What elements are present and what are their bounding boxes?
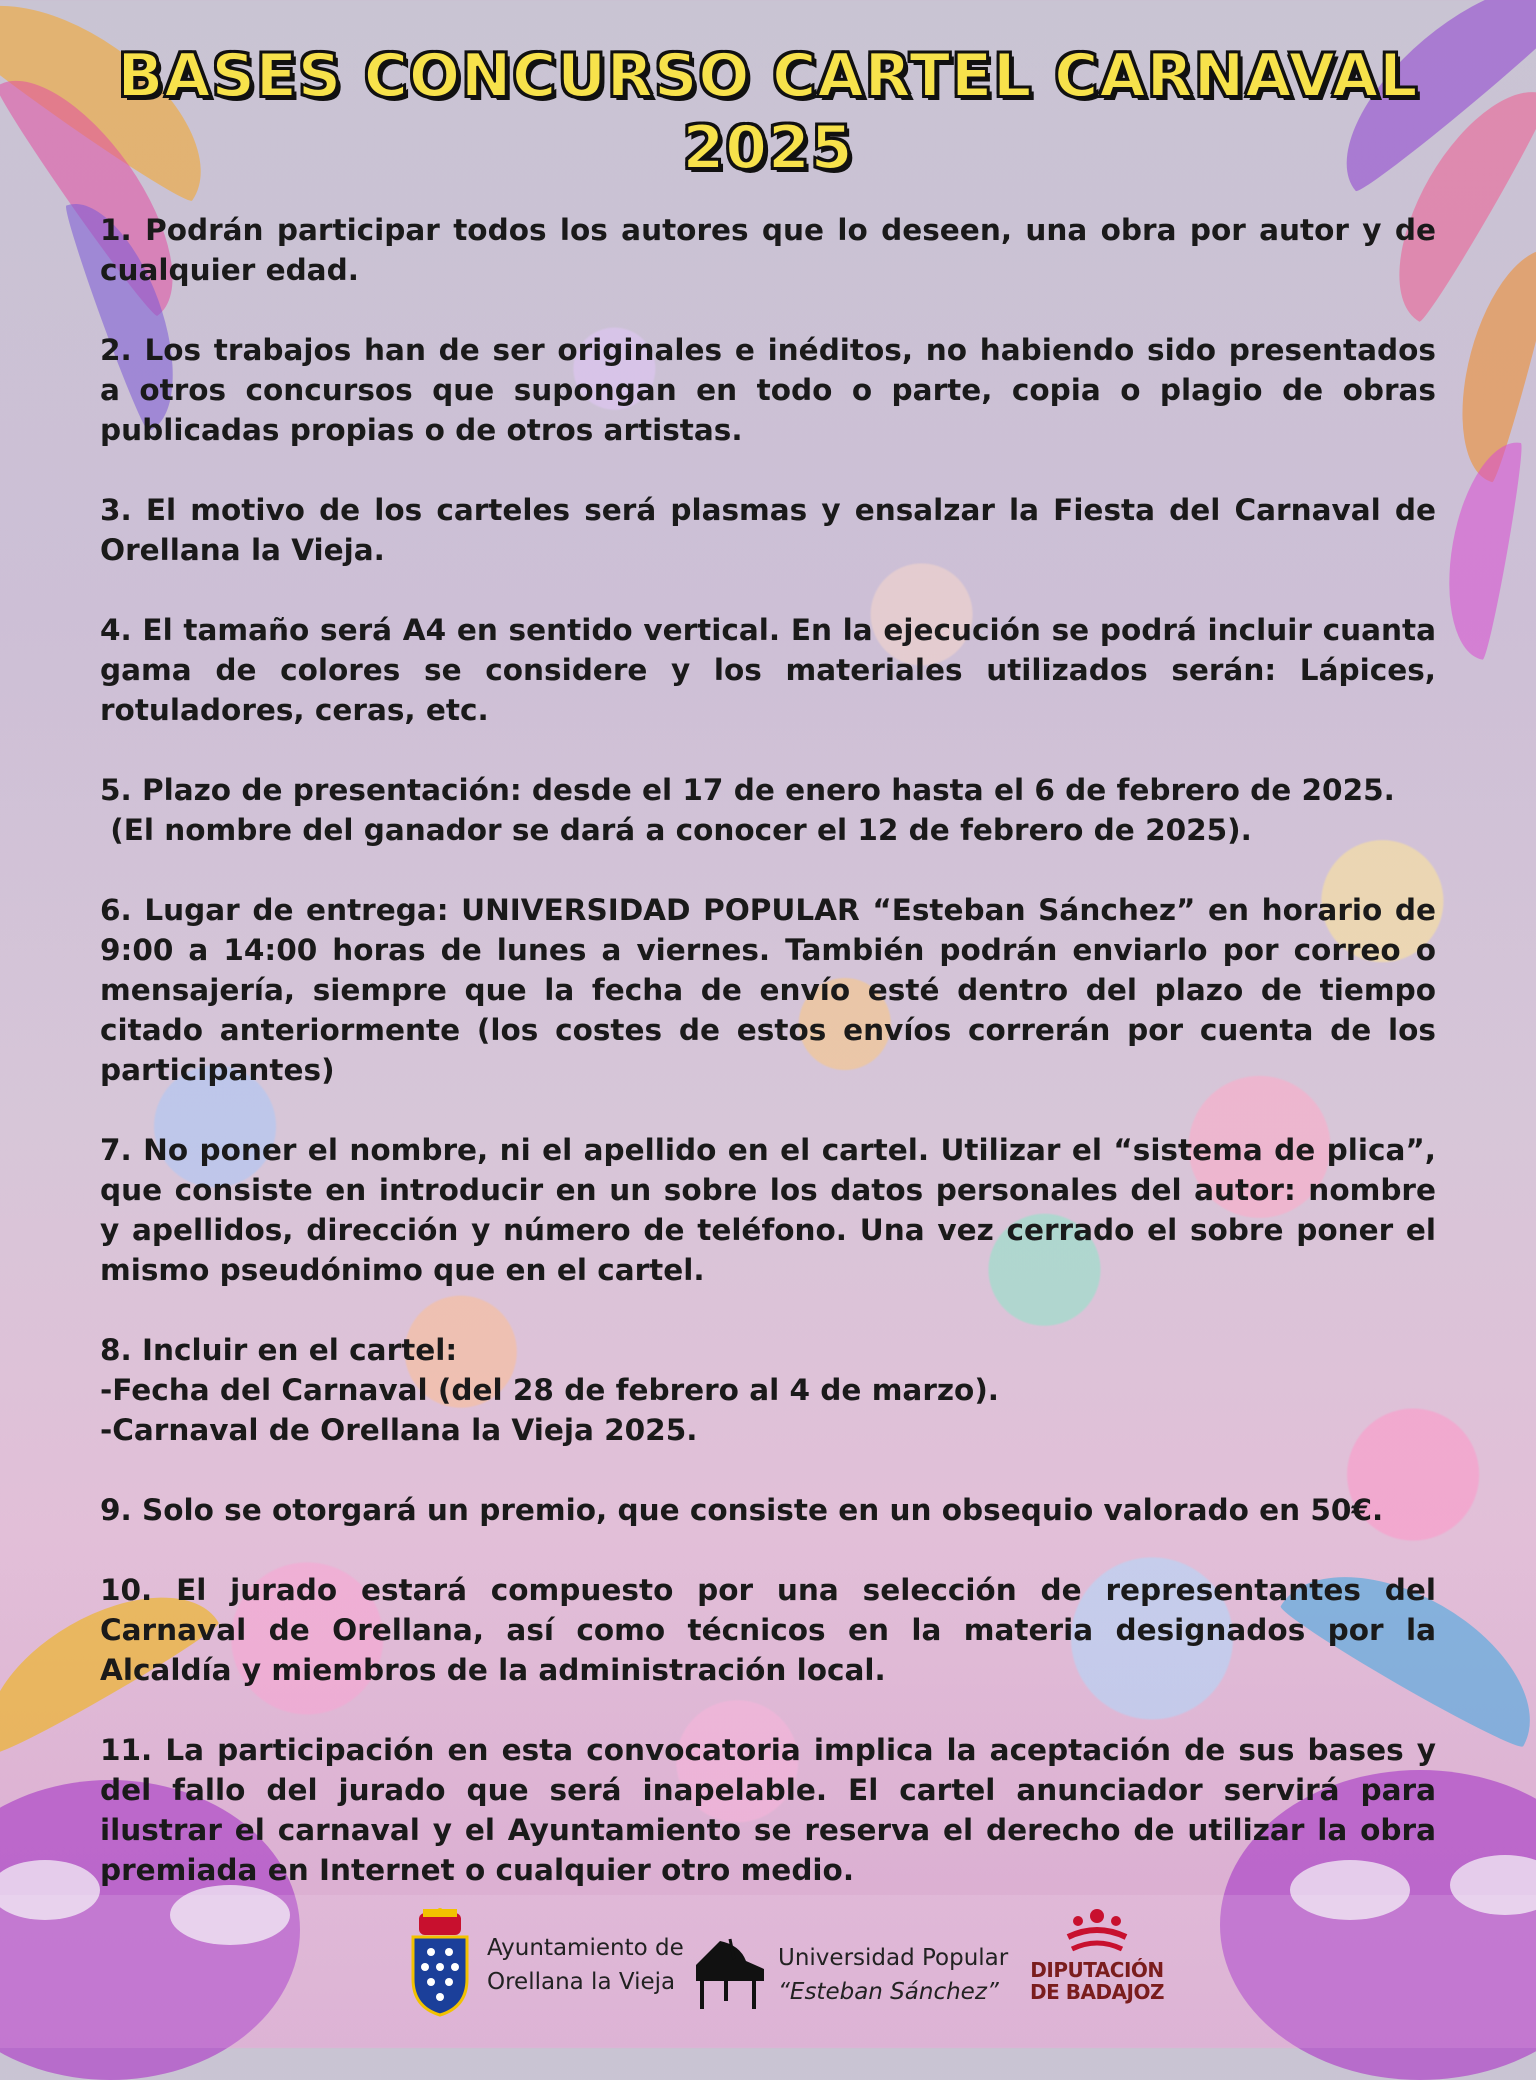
diputacion-line-1: DIPUTACIÓN <box>1030 1958 1164 1982</box>
rule-8-item: -Fecha del Carnaval (del 28 de febrero al 4 de marzo). <box>100 1373 1000 1407</box>
title-line-1: BASES CONCURSO CARTEL CARNAVAL <box>117 41 1419 111</box>
diputacion-emblem-icon <box>1062 1907 1132 1959</box>
rule-11: 11. La participación en esta convocatoria implica la aceptación de sus bases y del fallo del jurado que será inapelable. El cartel anunciador servirá para ilustrar el carnaval y el Ayuntamiento se reserva el derecho de utilizar la obra premiada en Internet o cualquier otro medio. <box>100 1733 1436 1887</box>
rule-7: 7. No poner el nombre, ni el apellido en el cartel. Utilizar el “sistema de plica”, que consiste en introducir en un sobre los datos personales del autor: nombre y apellidos, dirección y número de teléfono. Una vez cerrado el sobre poner el mismo pseudónimo que en el cartel. <box>100 1133 1436 1287</box>
piano-icon <box>690 1935 770 2015</box>
rule-9: 9. Solo se otorgará un premio, que consiste en un obsequio valorado en 50€. <box>100 1493 1384 1527</box>
rule-8-item: -Carnaval de Orellana la Vieja 2025. <box>100 1413 698 1447</box>
ayuntamiento-line-2: Orellana la Vieja <box>487 1968 676 1995</box>
page-title <box>40 40 1496 184</box>
diputacion-line-2: DE BADAJOZ <box>1030 1980 1164 2004</box>
rule-4: 4. El tamaño será A4 en sentido vertical. En la ejecución se podrá incluir cuanta gama de colores se considere y los materiales utilizados serán: Lápices, rotuladores, ceras, etc. <box>100 613 1436 727</box>
universidad-line-2: “Esteban Sánchez” <box>778 1979 999 2005</box>
rules-list <box>100 210 1436 1930</box>
rule-5 <box>100 770 1436 850</box>
diputacion-logo <box>1030 1907 1164 2003</box>
footer-logos <box>0 1895 1536 2048</box>
rule-3: 3. El motivo de los carteles será plasmas y ensalzar la Fiesta del Carnaval de Orellana la Vieja. <box>100 493 1436 567</box>
ayuntamiento-logo <box>405 1907 684 2022</box>
feather-decoration <box>1434 434 1526 660</box>
rule-5-note: (El nombre del ganador se dará a conocer el 12 de febrero de 2025). <box>100 813 1252 847</box>
coat-of-arms-icon <box>405 1907 475 2022</box>
rule-5-text: 5. Plazo de presentación: desde el 17 de enero hasta el 6 de febrero de 2025. <box>100 773 1395 807</box>
rule-2: 2. Los trabajos han de ser originales e inéditos, no habiendo sido presentados a otros concursos que supongan en todo o parte, copia o plagio de obras publicadas propias o de otros artistas. <box>100 333 1436 447</box>
rule-1: 1. Podrán participar todos los autores que lo deseen, una obra por autor y de cualquier edad. <box>100 213 1436 287</box>
rule-6: 6. Lugar de entrega: UNIVERSIDAD POPULAR “Esteban Sánchez” en horario de 9:00 a 14:00 horas de lunes a viernes. También podrán enviarlo por correo o mensajería, siempre que la fecha de envío esté dentro del plazo de tiempo citado anteriormente (los costes de estos envíos correrán por cuenta de los participantes) <box>100 893 1436 1087</box>
universidad-logo <box>690 1935 1008 2015</box>
title-line-2: 2025 <box>682 113 854 183</box>
rule-8-text: 8. Incluir en el cartel: <box>100 1333 458 1367</box>
rule-10: 10. El jurado estará compuesto por una selección de representantes del Carnaval de Orellana, así como técnicos en la materia designados por la Alcaldía y miembros de la administración local. <box>100 1573 1436 1687</box>
universidad-line-1: Universidad Popular <box>778 1945 1009 1971</box>
ayuntamiento-line-1: Ayuntamiento de <box>487 1934 684 1961</box>
rule-8 <box>100 1330 1436 1450</box>
